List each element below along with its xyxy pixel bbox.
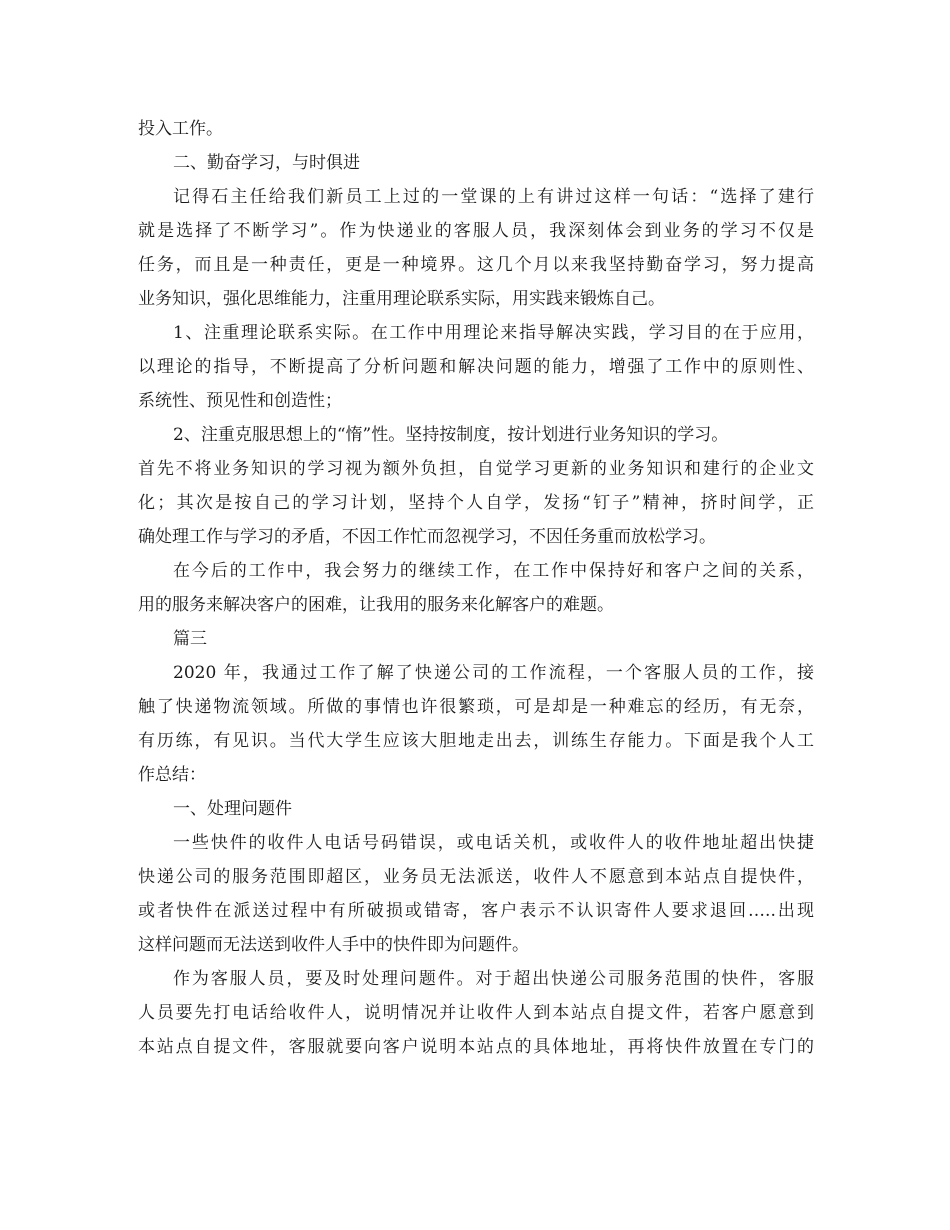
text-line: 系统性、预见性和创造性； [138, 391, 342, 411]
text-line: 一些快件的收件人电话号码错误，或电话关机，或收件人的收件地址超出快捷 [173, 833, 814, 853]
text-line: 以理论的指导，不断提高了分析问题和解决问题的能力，增强了工作中的原则性、 [138, 357, 814, 377]
text-line: 1、注重理论联系实际。在工作中用理论来指导解决实践，学习目的在于应用， [173, 323, 814, 343]
section-heading: 二、勤奋学习，与时俱进 [173, 153, 360, 173]
text-line: 就是选择了不断学习”。作为快递业的客服人员，我深刻体会到业务的学习不仅是 [138, 221, 814, 241]
text-line: 或者快件在派送过程中有所破损或错寄，客户表示不认识寄件人要求退回…..出现 [138, 901, 814, 921]
text-line: 化；其次是按自己的学习计划，坚持个人自学，发扬“钉子”精神，挤时间学，正 [138, 493, 814, 513]
section-heading: 篇三 [173, 629, 207, 649]
text-line: 业务知识，强化思维能力，注重用理论联系实际，用实践来锻炼自己。 [138, 289, 665, 309]
text-line: 2020 年，我通过工作了解了快递公司的工作流程，一个客服人员的工作，接 [173, 663, 814, 683]
text-line: 作为客服人员，要及时处理问题件。对于超出快递公司服务范围的快件，客服 [173, 969, 814, 989]
text-line: 快递公司的服务范围即超区，业务员无法派送，收件人不愿意到本站点自提快件， [138, 867, 814, 887]
text-line: 任务，而且是一种责任，更是一种境界。这几个月以来我坚持勤奋学习，努力提高 [138, 255, 814, 275]
text-line: 人员要先打电话给收件人，说明情况并让收件人到本站点自提文件，若客户愿意到 [138, 1003, 814, 1023]
text-line: 2、注重克服思想上的“惰”性。坚持按制度，按计划进行业务知识的学习。 [173, 425, 729, 445]
text-line: 作总结： [138, 765, 206, 785]
text-line: 首先不将业务知识的学习视为额外负担，自觉学习更新的业务知识和建行的企业文 [138, 459, 814, 479]
text-line: 记得石主任给我们新员工上过的一堂课的上有讲过这样一句话：“选择了建行 [173, 187, 814, 207]
text-line: 用的服务来解决客户的困难，让我用的服务来化解客户的难题。 [138, 595, 614, 615]
text-line: 这样问题而无法送到收件人手中的快件即为问题件。 [138, 935, 529, 955]
text-line: 本站点自提文件，客服就要向客户说明本站点的具体地址，再将快件放置在专门的 [138, 1037, 814, 1057]
section-heading: 一、处理问题件 [173, 799, 292, 819]
text-line: 投入工作。 [138, 119, 223, 139]
text-line: 触了快递物流领域。所做的事情也许很繁琐，可是却是一种难忘的经历，有无奈， [138, 697, 814, 717]
text-line: 有历练，有见识。当代大学生应该大胆地走出去，训练生存能力。下面是我个人工 [138, 731, 814, 751]
text-line: 确处理工作与学习的矛盾，不因工作忙而忽视学习，不因任务重而放松学习。 [138, 527, 716, 547]
text-line: 在今后的工作中，我会努力的继续工作，在工作中保持好和客户之间的关系， [173, 561, 814, 581]
document-body [138, 112, 814, 1064]
